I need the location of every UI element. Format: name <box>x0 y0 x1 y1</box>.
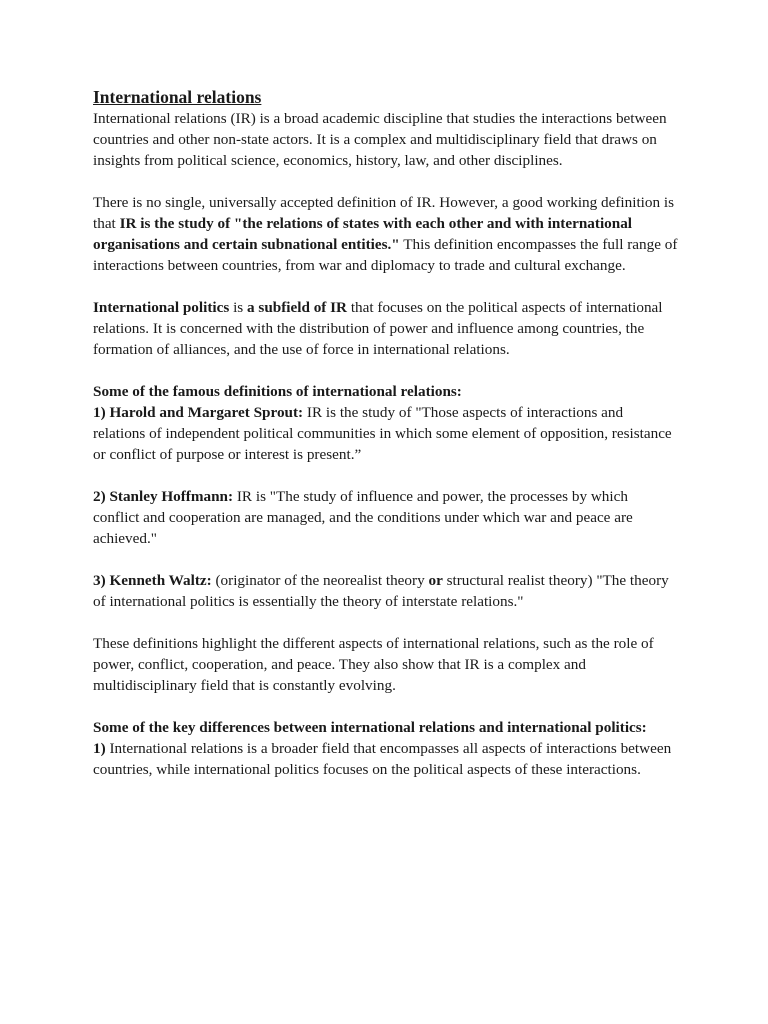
paragraph-gap <box>93 360 678 381</box>
paragraph-gap <box>93 465 678 486</box>
differences-heading-text: Some of the key differences between international relations and international politics: <box>93 719 647 736</box>
definitions-heading-text: Some of the famous definitions of international relations: <box>93 383 462 400</box>
paragraph-gap <box>93 696 678 717</box>
definition-item-3-or: or <box>428 572 443 589</box>
definition-item-2-text: IR is "The study of influence and power, the processes by which conflict and cooperation are managed, and the conditions under which war and peace are achieved." <box>93 488 633 547</box>
definition-item-3-text-a: (originator of the neorealist theory <box>211 572 429 589</box>
definition-bold-text: IR is the study of "the relations of states with each other and with international organisations and certain subnational entities." <box>93 215 633 253</box>
paragraph-gap <box>93 549 678 570</box>
definition-tail-text: This definition encompasses the full range of interactions between countries, from war and diplomacy to trade and cultural exchange. <box>93 236 678 274</box>
difference-item-1-text: International relations is a broader field that encompasses all aspects of interactions between countries, while international politics focuses on the political aspects of these interactions. <box>93 740 672 778</box>
definition-item-2 <box>93 486 678 549</box>
definition-item-1 <box>93 402 678 465</box>
definition-intro-text: There is no single, universally accepted definition of IR. However, a good working definition is that <box>93 194 675 232</box>
definition-item-2-label: 2) Stanley Hoffmann: <box>93 488 234 505</box>
difference-item-1 <box>93 738 678 780</box>
definition-item-3-text-b: structural realist theory) "The theory of international politics is essentially the theory of interstate relations." <box>93 572 669 610</box>
differences-heading <box>93 717 678 738</box>
politics-term: International politics <box>93 299 230 316</box>
paragraph-gap <box>93 612 678 633</box>
politics-is-text: is <box>229 299 248 316</box>
definition-item-1-label: 1) Harold and Margaret Sprout: <box>93 404 304 421</box>
politics-subfield-text: a subfield of IR <box>247 299 348 316</box>
difference-item-1-label: 1) <box>93 740 106 757</box>
definition-item-3-label: 3) Kenneth Waltz: <box>93 572 212 589</box>
document-title: International relations <box>93 87 262 107</box>
definition-item-1-text: IR is the study of "Those aspects of interactions and relations of independent political communities in which some element of opposition, resistance or conflict of purpose or interest is present.” <box>93 404 672 463</box>
politics-tail-text: that focuses on the political aspects of international relations. It is concerned with the distribution of power and influence among countries, the formation of alliances, and the use of force in international relations. <box>93 299 663 358</box>
definition-item-3 <box>93 570 678 612</box>
definition-paragraph <box>93 192 678 276</box>
summary-paragraph: These definitions highlight the different aspects of international relations, such as the role of power, conflict, cooperation, and peace. They also show that IR is a complex and multidisciplinary field that is constantly evolving. <box>93 635 654 694</box>
definitions-heading <box>93 381 678 402</box>
intro-paragraph: International relations (IR) is a broad academic discipline that studies the interactions between countries and other non-state actors. It is a complex and multidisciplinary field that draws on insights from political science, economics, history, law, and other disciplines. <box>93 110 667 169</box>
politics-paragraph <box>93 297 678 360</box>
paragraph-gap <box>93 276 678 297</box>
paragraph-gap <box>93 171 678 192</box>
